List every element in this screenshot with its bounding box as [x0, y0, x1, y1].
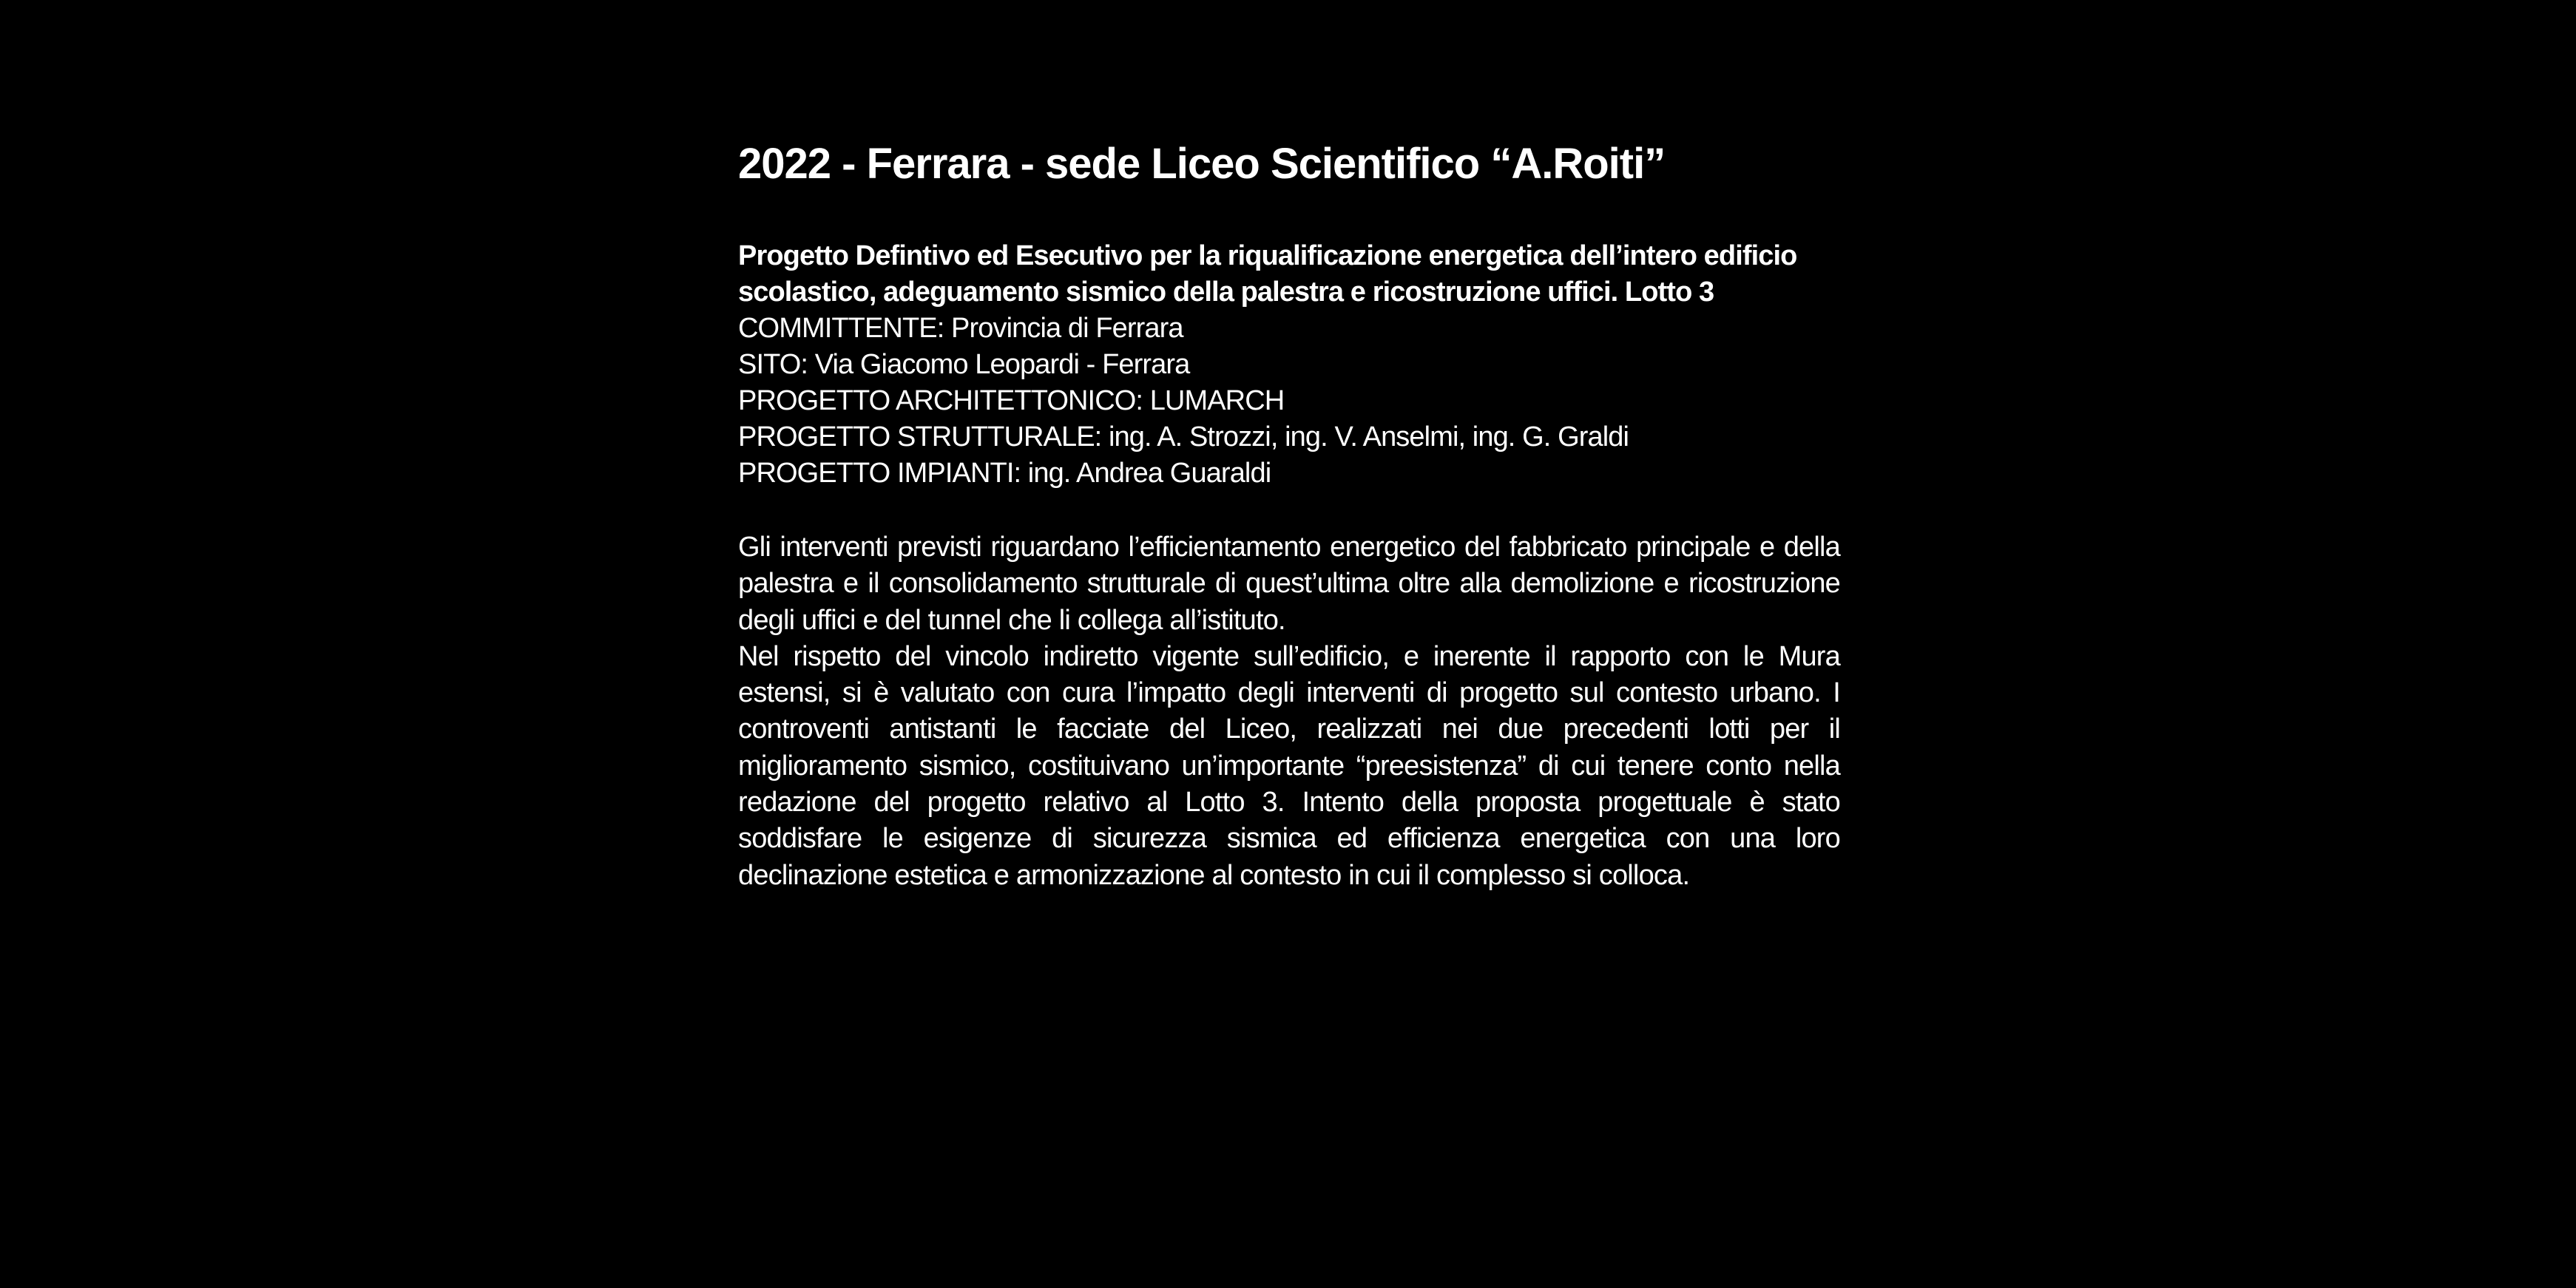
page-title: 2022 - Ferrara - sede Liceo Scientifico “A.Roiti” [738, 140, 1666, 188]
credit-systems-design: PROGETTO IMPIANTI: ing. Andrea Guaraldi [738, 458, 1271, 489]
credit-architectural-design: PROGETTO ARCHITETTONICO: LUMARCH [738, 385, 1285, 416]
credit-client: COMMITTENTE: Provincia di Ferrara [738, 313, 1183, 344]
description-paragraph: Gli interventi previsti riguardano l’efficientamento energetico del fabbricato principale e della palestra e il consolidamento strutturale di quest’ultima oltre alla demolizione e ricostruzione degli uffici e del tunnel che li collega all’istituto. [738, 532, 1840, 636]
credit-structural-design: PROGETTO STRUTTURALE: ing. A. Strozzi, ing. V. Anselmi, ing. G. Graldi [738, 421, 1629, 453]
credit-site: SITO: Via Giacomo Leopardi - Ferrara [738, 349, 1190, 380]
project-description [738, 529, 1840, 894]
project-subtitle: Progetto Defintivo ed Esecutivo per la riqualificazione energetica dell’intero edificio scolastico, adeguamento sismico della palestra e ricostruzione uffici. Lotto 3 [738, 240, 1797, 308]
description-paragraph: Nel rispetto del vincolo indiretto vigente sull’edificio, e inerente il rapporto con le Mura estensi, si è valutato con cura l’impatto degli interventi di progetto sul contesto urbano. I controventi antistanti le facciate del Liceo, realizzati nei due precedenti lotti per il miglioramento sismico, costituivano un’importante “preesistenza” di cui tenere conto nella redazione del progetto relativo al Lotto 3. Intento della proposta progettuale è stato soddisfare le esigenze di sicurezza sismica ed efficienza energetica con una loro declinazione estetica e armonizzazione al contesto in cui il complesso si colloca. [738, 640, 1840, 891]
project-credits [738, 311, 1840, 492]
project-sheet [738, 133, 1840, 891]
